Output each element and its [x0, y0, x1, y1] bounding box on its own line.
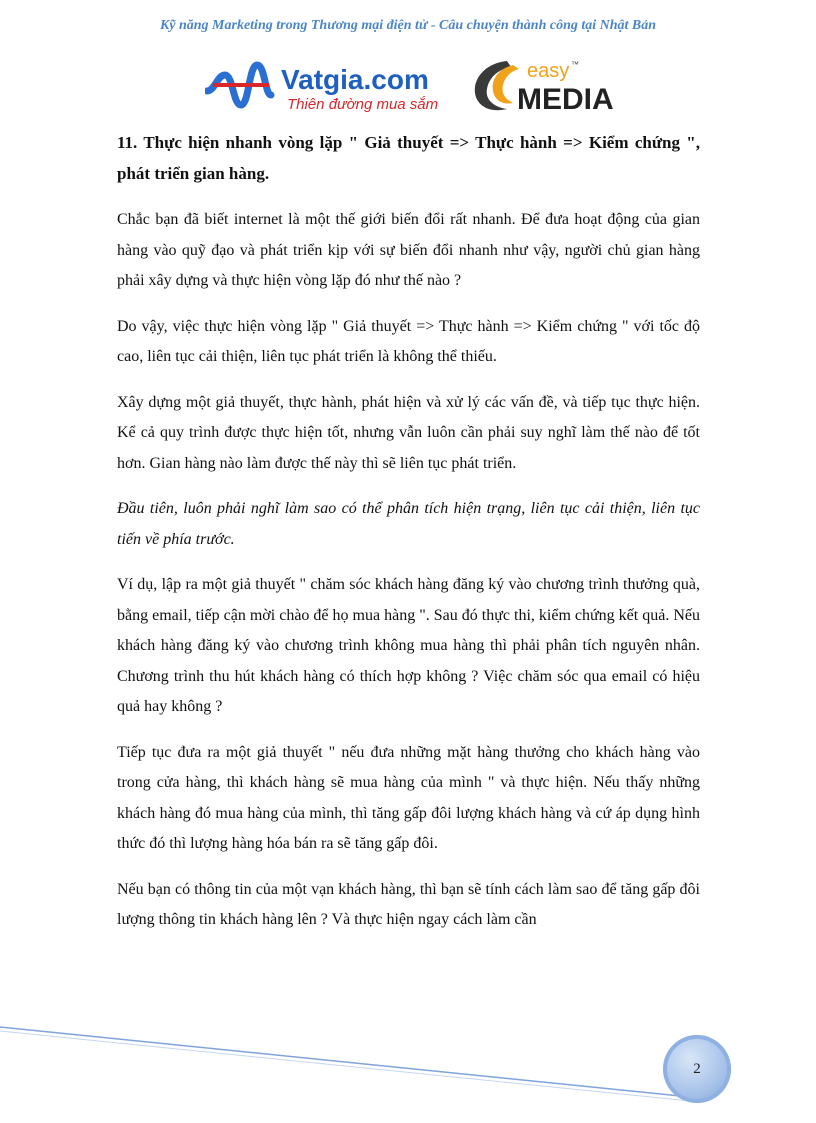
- paragraph: Xây dựng một giả thuyết, thực hành, phát hiện và xử lý các vấn đề, và tiếp tục thực hiện. Kể cả quy trình được thực hiện tốt, nhưng vẫn luôn cần phải suy nghĩ làm thế nào để tốt hơn. Gian hàng nào làm được thế này thì sẽ liên tục phát triển.: [117, 393, 700, 472]
- vatgia-slogan: Thiên đường mua sắm: [287, 96, 439, 113]
- vatgia-name: Vatgia.com: [281, 64, 429, 95]
- document-body: [117, 127, 700, 951]
- section-heading: 11. Thực hiện nhanh vòng lặp " Giả thuyết => Thực hành => Kiểm chứng ", phát triển gian hàng.: [117, 133, 700, 183]
- page-number-badge: [663, 1035, 731, 1103]
- italic-paragraph: Đầu tiên, luôn phải nghĩ làm sao có thể phân tích hiện trạng, liên tục cải thiện, liên tục tiến về phía trước.: [117, 500, 700, 548]
- easy-media-logo: [467, 55, 627, 115]
- easy-tm: ™: [571, 60, 579, 69]
- logo-banner: [205, 55, 625, 115]
- footer-rule: [0, 1027, 690, 1097]
- paragraph: Chắc bạn đã biết internet là một thế giới biến đổi rất nhanh. Để đưa hoạt động của gian hàng vào quỹ đạo và phát triển kịp với sự biến đổi nhanh như vậy, người chủ gian hàng phải xây dựng và thực hiện vòng lặp đó như thế nào ?: [117, 211, 700, 289]
- running-header: Kỹ năng Marketing trong Thương mại điện tử - Câu chuyện thành công tại Nhật Bản: [159, 18, 657, 33]
- paragraph: Nếu bạn có thông tin của một vạn khách hàng, thì bạn sẽ tính cách làm sao để tăng gấp đôi lượng thông tin khách hàng lên ? Và thực hiện ngay cách làm cần: [117, 880, 700, 928]
- vatgia-logo: [205, 55, 455, 115]
- footer-rule-shadow: [0, 1031, 690, 1101]
- paragraph: Ví dụ, lập ra một giả thuyết " chăm sóc khách hàng đăng ký vào chương trình thưởng quà, bằng email, tiếp cận mời chào để họ mua hàng ". Sau đó thực thi, kiểm chứng kết quả. Nếu khách hàng đăng ký vào chương trình không mua hàng thì phải phân tích nguyên nhân. Chương trình thu hút khách hàng có thích hợp không ? Việc chăm sóc qua email có hiệu quả hay không ?: [117, 576, 700, 715]
- paragraph: Tiếp tục đưa ra một giả thuyết " nếu đưa những mặt hàng thưởng cho khách hàng vào trong cửa hàng, thì khách hàng sẽ mua hàng của mình " và thực hiện. Nếu thấy những khách hàng đó mua hàng của mình, thì tăng gấp đôi lượng khách hàng và cứ áp dụng hình thức đó thì lượng hàng hóa bán ra sẽ tăng gấp đôi.: [117, 743, 700, 852]
- page-number: 2: [693, 1061, 701, 1077]
- easy-bottom-text: MEDIA: [517, 83, 614, 115]
- paragraph: Do vậy, việc thực hiện vòng lặp " Giả thuyết => Thực hành => Kiểm chứng " với tốc độ cao, liên tục cải thiện, liên tục phát triển là không thể thiếu.: [117, 317, 700, 365]
- easy-top-text: easy: [527, 60, 570, 82]
